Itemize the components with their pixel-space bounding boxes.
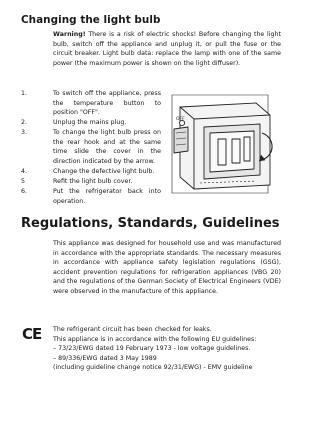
- figure-label: OFF: [176, 117, 185, 122]
- regulation-line: – 89/336/EWG dated 3 May 1989: [53, 355, 157, 362]
- section-heading-regulations: Regulations, Standards, Guidelines: [21, 216, 280, 231]
- step-text: Refit the light bulb cover.: [53, 178, 133, 185]
- step-item: [21, 118, 161, 128]
- step-text: Put the refrigerator back into operation.: [53, 188, 161, 205]
- warning-paragraph: [53, 30, 281, 68]
- ce-mark-logo: CE: [22, 325, 42, 343]
- light-cover-figure: [160, 89, 282, 199]
- regulations-paragraph: This appliance was designed for household use and was manufactured in accordance with the appropriate standards. The necessary measures in accordance with appliance safety legislation regulations (GSG), accident prevention regulations for refrigeration appliances (VBG 20) and the regulations of the German Society of Electrical Engineers (VDE) were observed in the manufacture of this appliance.: [53, 240, 281, 295]
- section-heading-light-bulb: Changing the light bulb: [21, 14, 161, 26]
- step-item: [21, 177, 161, 187]
- step-item: [21, 167, 161, 177]
- regulation-line: The refrigerant circuit has been checked for leaks.: [53, 326, 212, 333]
- regulation-line: This appliance is in accordance with the following EU guidelines:: [53, 336, 257, 343]
- step-text: To change the light bulb press on the rear hook and at the same time slide the cover in the direction indicated by the arrow.: [53, 129, 161, 165]
- regulation-line: – 73/23/EWG dated 19 February 1973 - low voltage guidelines.: [53, 345, 251, 352]
- step-number: 1.: [21, 90, 28, 97]
- step-item: [21, 128, 161, 167]
- step-text: To switch off the appliance, press the temperature button to position "OFF".: [53, 90, 161, 117]
- step-number: 6.: [21, 188, 28, 195]
- warning-label: Warning!: [53, 31, 86, 38]
- warning-text: There is a risk of electric shocks! Before changing the light bulb, switch off the appliance and unplug it, or pull the fuse or the circuit breaker. Light bulb data: replace the lamp with one of the same power (the maximum power is shown on the light diffuser).: [53, 31, 281, 67]
- step-number: 5: [21, 178, 26, 185]
- step-number: 2.: [21, 119, 28, 126]
- step-item: [21, 187, 161, 206]
- step-number: 4.: [21, 168, 28, 175]
- step-item: [21, 89, 161, 118]
- step-text: Unplug the mains plug.: [53, 119, 127, 126]
- step-number: 3.: [21, 129, 28, 136]
- regulation-line: (including guideline change notice 92/31/EWG) - EMV guideline: [53, 364, 253, 371]
- step-text: Change the defective light bulb.: [53, 168, 155, 175]
